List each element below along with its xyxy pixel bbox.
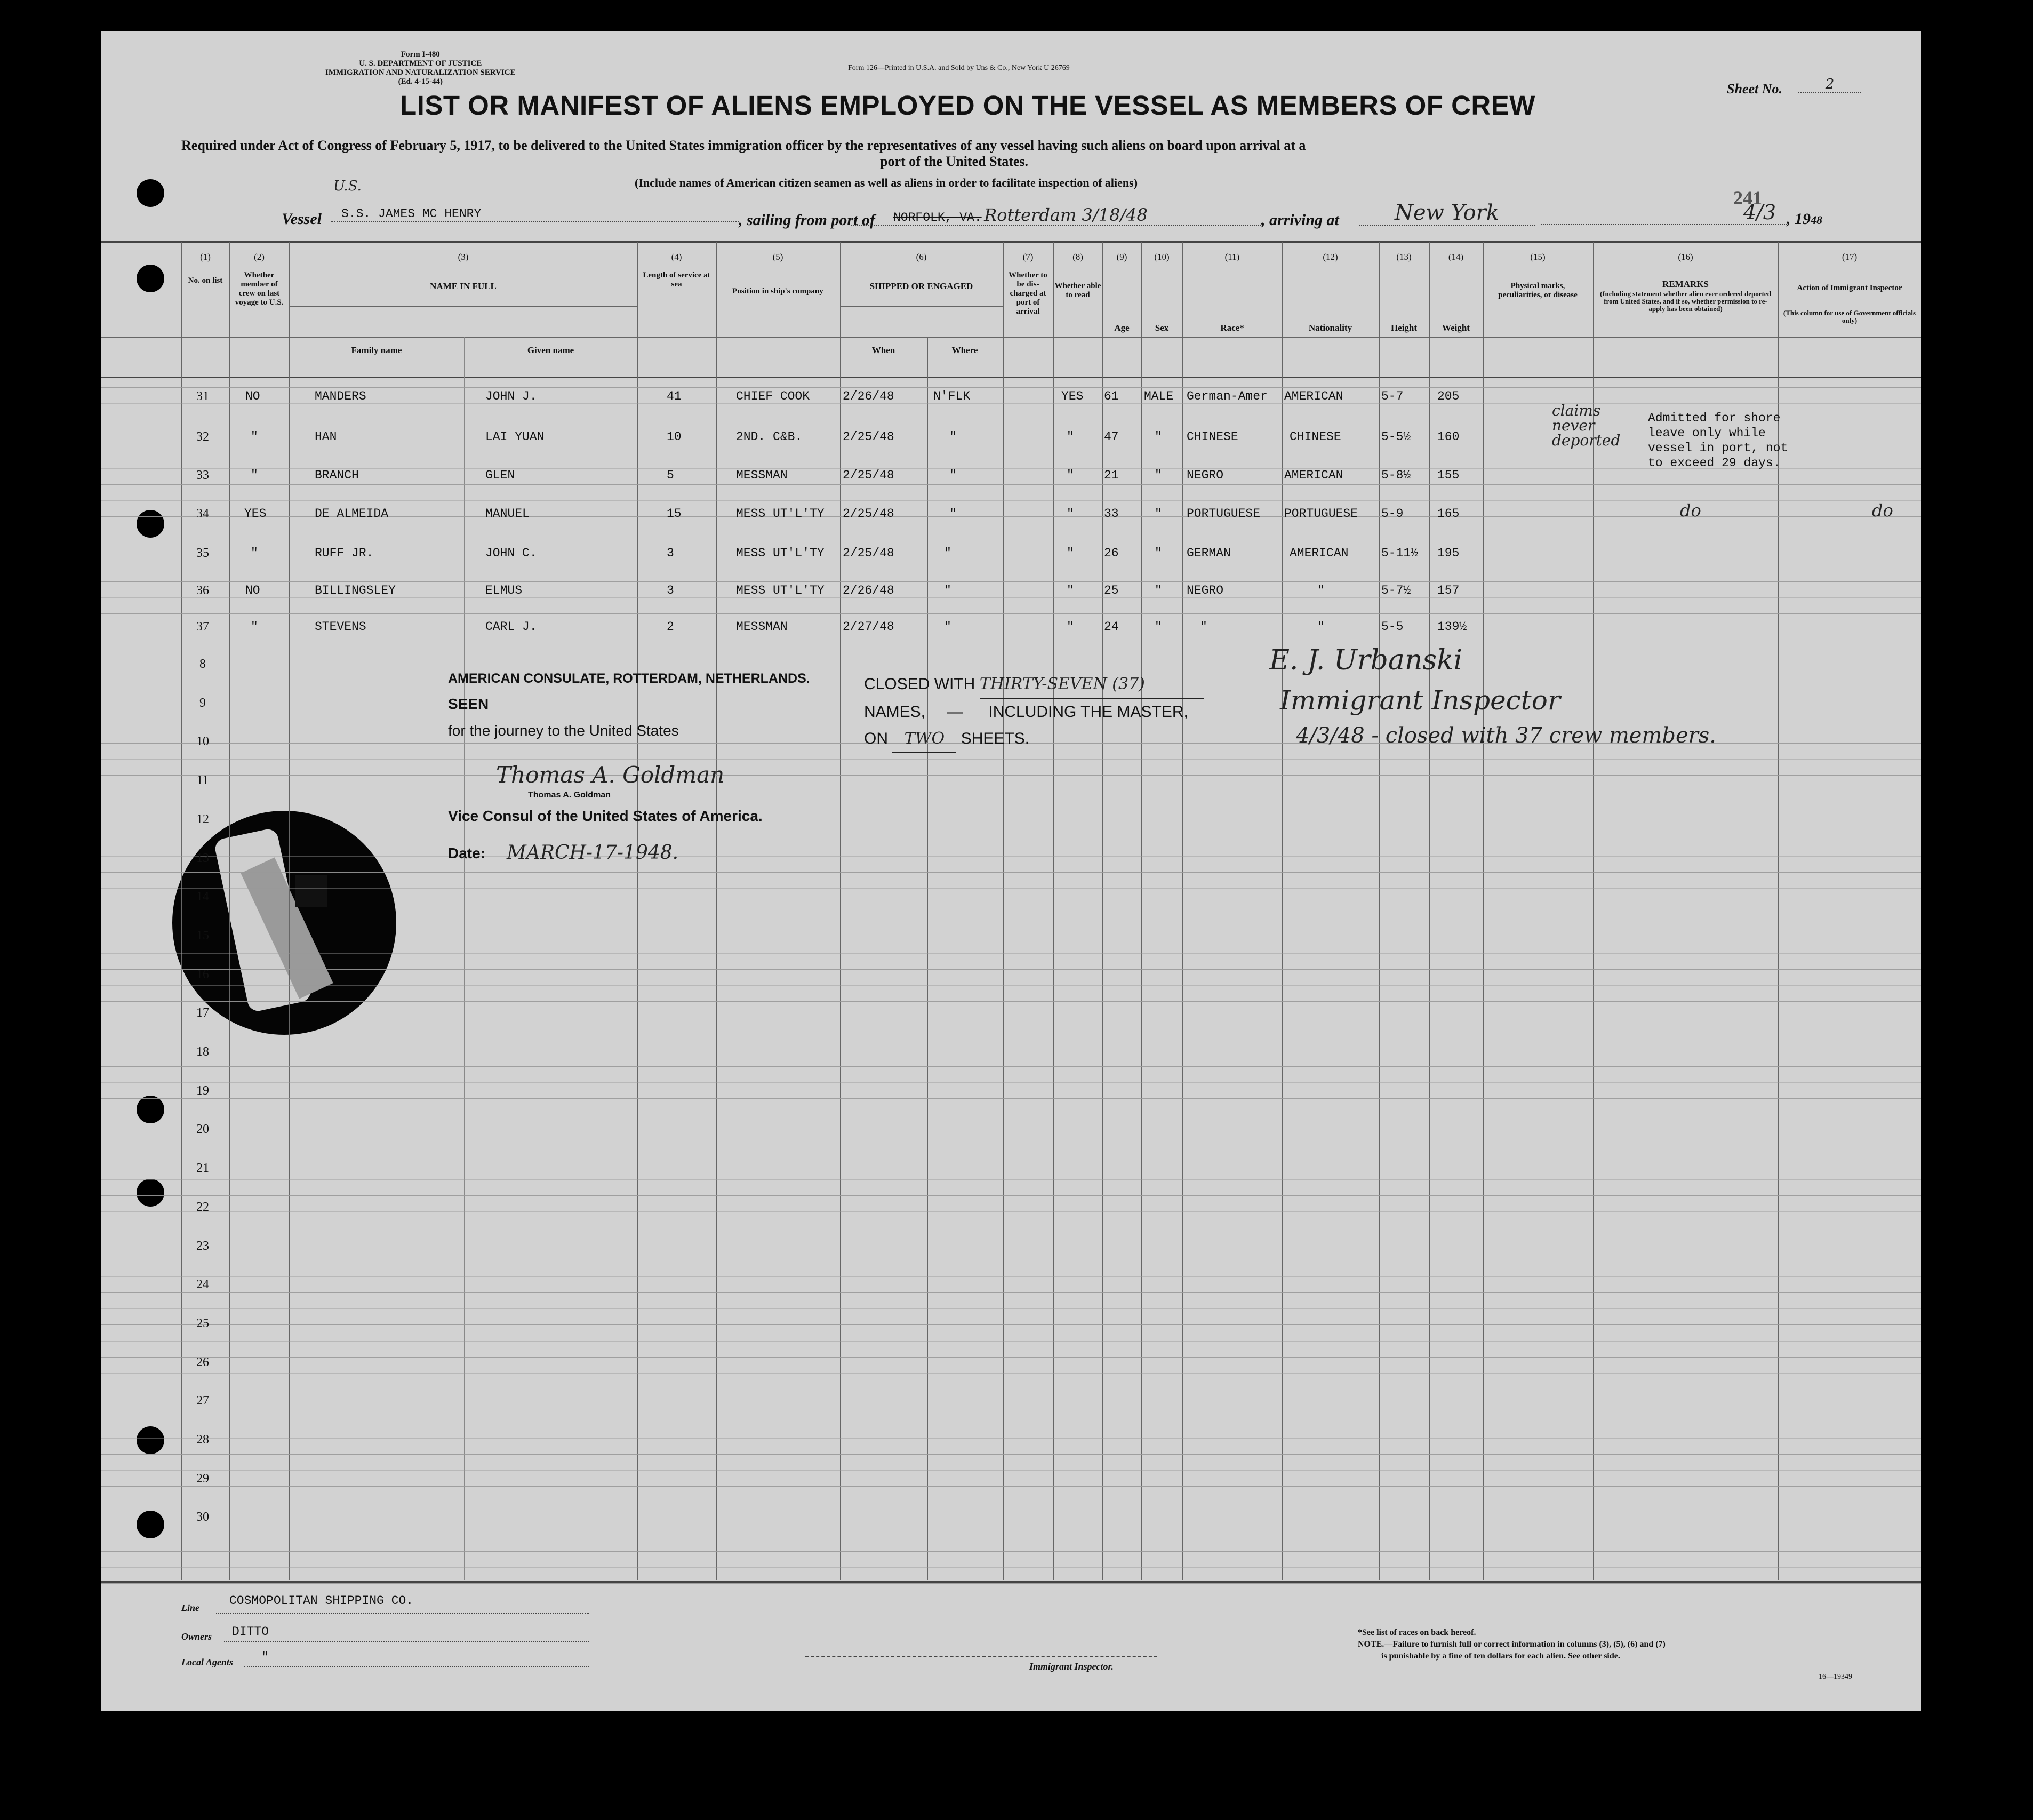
col-num-9: (9) xyxy=(1116,252,1127,262)
inspector-title: Immigrant Inspector xyxy=(1280,685,1560,716)
weight-cell: 160 xyxy=(1437,430,1460,444)
row-rule xyxy=(101,1308,1921,1309)
agents-label: Local Agents xyxy=(181,1657,233,1667)
col-num-1: (1) xyxy=(200,252,211,262)
sailing-port-handwritten: Rotterdam 3/18/48 xyxy=(984,205,1148,225)
col-num-7: (7) xyxy=(1022,252,1034,262)
col-num-2: (2) xyxy=(254,252,265,262)
service-cell: 5 xyxy=(667,468,674,482)
weight-cell: 157 xyxy=(1437,584,1460,597)
line-label: Line xyxy=(181,1602,199,1613)
last-voyage-cell: " xyxy=(251,468,258,482)
col-num-6: (6) xyxy=(916,252,927,262)
sex-cell: " xyxy=(1155,546,1162,560)
when-cell: 2/27/48 xyxy=(843,620,894,634)
closed-line-2 xyxy=(864,699,1204,725)
row-number: 27 xyxy=(196,1394,209,1408)
required-line-1: Required under Act of Congress of February 5, 1917, to be delivered to the United States immigration officer by the representatives of any vessel having such aliens on board upon arrival at a xyxy=(181,138,1306,153)
last-voyage-cell: NO xyxy=(245,389,260,403)
row-rule xyxy=(101,500,1921,501)
consulate-seen: SEEN xyxy=(448,696,489,712)
row-number: 36 xyxy=(196,584,209,597)
age-cell: 25 xyxy=(1104,584,1119,597)
row-rule xyxy=(101,1583,1921,1584)
col-num-10: (10) xyxy=(1154,252,1170,262)
row-number: 14 xyxy=(196,890,209,904)
age-cell: 61 xyxy=(1104,389,1119,403)
crew-row xyxy=(101,468,1921,490)
family-name-cell: HAN xyxy=(315,430,337,444)
row-rule xyxy=(101,1195,1921,1196)
service-cell: 3 xyxy=(667,546,674,560)
race-cell: PORTUGUESE xyxy=(1187,507,1261,521)
race-cell: NEGRO xyxy=(1187,468,1224,482)
col-num-8: (8) xyxy=(1072,252,1083,262)
owners-label: Owners xyxy=(181,1631,212,1642)
read-cell: " xyxy=(1067,584,1074,597)
row-rule xyxy=(101,872,1921,873)
position-cell: 2ND. C&B. xyxy=(736,430,803,444)
row-number: 12 xyxy=(196,812,209,826)
when-cell: 2/25/48 xyxy=(843,468,894,482)
row-rule xyxy=(101,969,1921,970)
row-rule xyxy=(101,387,1921,388)
row-number: 15 xyxy=(196,928,209,943)
given-name-cell: ELMUS xyxy=(485,584,523,597)
row-rule xyxy=(101,1082,1921,1083)
header-given-name: Given name xyxy=(527,345,574,355)
row-number: 23 xyxy=(196,1239,209,1253)
race-cell: GERMAN xyxy=(1187,546,1231,560)
arriving-port: New York xyxy=(1395,201,1499,225)
sheet-label: Sheet No. xyxy=(1727,81,1782,97)
remarks-handwritten: claims never deported xyxy=(1552,402,1621,449)
header-age: Age xyxy=(1114,323,1130,333)
where-cell: N'FLK xyxy=(933,389,971,403)
row-number: 22 xyxy=(196,1200,209,1214)
remarks-ditto: do xyxy=(1680,500,1701,521)
row-number: 34 xyxy=(196,507,209,521)
when-cell: 2/26/48 xyxy=(843,389,894,403)
stamp-number: 241 xyxy=(1733,187,1762,209)
nationality-cell: " xyxy=(1317,584,1325,597)
family-name-cell: STEVENS xyxy=(315,620,366,634)
on-count: TWO xyxy=(892,725,956,753)
height-cell: 5-11½ xyxy=(1381,546,1419,560)
where-cell: " xyxy=(944,584,951,597)
row-rule xyxy=(101,888,1921,889)
header-family-name: Family name xyxy=(351,345,402,355)
closed-count: THIRTY-SEVEN (37) xyxy=(979,675,1145,693)
col-num-15: (15) xyxy=(1530,252,1546,262)
footer-note-1: NOTE.—Failure to furnish full or correct information in columns (3), (5), (6) and (7) xyxy=(1358,1640,1666,1649)
header-length-service: Length of service at sea xyxy=(643,271,710,289)
position-cell: MESSMAN xyxy=(736,620,788,634)
nationality-cell: " xyxy=(1317,620,1325,634)
height-cell: 5-5½ xyxy=(1381,430,1411,444)
family-name-cell: RUFF JR. xyxy=(315,546,374,560)
read-cell: " xyxy=(1067,468,1074,482)
row-number: 33 xyxy=(196,468,209,482)
race-cell: CHINESE xyxy=(1187,430,1238,444)
given-name-cell: JOHN J. xyxy=(485,389,537,403)
row-rule xyxy=(101,985,1921,986)
consul-signature: Thomas A. Goldman xyxy=(496,762,725,788)
row-number: 8 xyxy=(199,657,206,671)
last-voyage-cell: YES xyxy=(244,507,267,521)
consulate-journey: for the journey to the United States xyxy=(448,722,679,739)
crew-row xyxy=(101,546,1921,568)
row-number: 35 xyxy=(196,546,209,560)
nationality-cell: AMERICAN xyxy=(1290,546,1349,560)
crew-row xyxy=(101,389,1921,411)
height-cell: 5-7 xyxy=(1381,389,1404,403)
col-num-5: (5) xyxy=(772,252,783,262)
row-rule xyxy=(101,1567,1921,1568)
row-number: 37 xyxy=(196,620,209,634)
agents-field xyxy=(244,1666,589,1667)
height-cell: 5-7½ xyxy=(1381,584,1411,597)
last-voyage-cell: NO xyxy=(245,584,260,597)
action-ditto: do xyxy=(1872,500,1893,521)
position-cell: CHIEF COOK xyxy=(736,389,810,403)
nationality-cell: CHINESE xyxy=(1290,430,1341,444)
row-rule xyxy=(101,1470,1921,1471)
header-action: Action of Immigrant Inspector xyxy=(1797,284,1902,292)
header-action-note: (This column for use of Government officials only) xyxy=(1783,309,1916,324)
read-cell: " xyxy=(1067,430,1074,444)
row-rule xyxy=(101,1357,1921,1358)
header-position: Position in ship's company xyxy=(732,287,823,296)
row-rule xyxy=(101,953,1921,954)
form-number: Form I-480 xyxy=(401,50,440,59)
read-cell: " xyxy=(1067,507,1074,521)
header-physical: Physical marks, peculiarities, or disease xyxy=(1498,282,1578,299)
row-rule xyxy=(101,1486,1921,1487)
age-cell: 26 xyxy=(1104,546,1119,560)
row-rule xyxy=(101,1001,1921,1002)
where-cell: " xyxy=(949,507,957,521)
closed-line-1 xyxy=(864,671,1204,699)
when-cell: 2/25/48 xyxy=(843,507,894,521)
family-name-cell: BILLINGSLEY xyxy=(315,584,396,597)
height-cell: 5-8½ xyxy=(1381,468,1411,482)
manifest-sheet xyxy=(101,31,1921,1711)
inspector-signature: E. J. Urbanski xyxy=(1269,644,1463,676)
owners-field xyxy=(224,1641,589,1642)
given-name-cell: JOHN C. xyxy=(485,546,537,560)
row-rule xyxy=(101,759,1921,760)
position-cell: MESS UT'L'TY xyxy=(736,507,825,521)
row-number: 19 xyxy=(196,1083,209,1098)
given-name-cell: GLEN xyxy=(485,468,515,482)
header-where: Where xyxy=(951,345,978,355)
header-last-voyage: Whether member of crew on last voyage to U.S. xyxy=(235,271,284,307)
position-cell: MESS UT'L'TY xyxy=(736,584,825,597)
closed-stamp xyxy=(864,671,1204,753)
service: IMMIGRATION AND NATURALIZATION SERVICE xyxy=(325,68,516,77)
col-num-13: (13) xyxy=(1396,252,1412,262)
row-rule xyxy=(101,581,1921,582)
header-no-on-list: No. on list xyxy=(188,276,223,285)
crew-row xyxy=(101,584,1921,605)
where-cell: " xyxy=(944,620,951,634)
weight-cell: 205 xyxy=(1437,389,1460,403)
row-rule xyxy=(101,1098,1921,1099)
row-rule xyxy=(101,1454,1921,1455)
last-voyage-cell: " xyxy=(251,620,258,634)
inspector-sign-line xyxy=(805,1656,1157,1657)
vessel-prefix: U.S. xyxy=(333,178,362,194)
row-number: 32 xyxy=(196,430,209,444)
position-cell: MESSMAN xyxy=(736,468,788,482)
row-number: 28 xyxy=(196,1433,209,1447)
row-rule xyxy=(101,1324,1921,1325)
col-num-4: (4) xyxy=(671,252,682,262)
row-rule xyxy=(101,1438,1921,1439)
header-sex: Sex xyxy=(1155,323,1169,333)
service-cell: 15 xyxy=(667,507,682,521)
year-value: 48 xyxy=(1811,213,1822,227)
read-cell: YES xyxy=(1061,389,1084,403)
header-height: Height xyxy=(1390,323,1418,333)
age-cell: 33 xyxy=(1104,507,1119,521)
arriving-label: , arriving at xyxy=(1261,211,1339,229)
consul-title: Vice Consul of the United States of America. xyxy=(448,808,763,824)
read-cell: " xyxy=(1067,620,1074,634)
where-cell: " xyxy=(949,468,957,482)
row-number: 26 xyxy=(196,1355,209,1369)
row-rule xyxy=(101,1211,1921,1212)
sailing-port-typed: NORFOLK, VA. xyxy=(893,211,982,225)
service-cell: 10 xyxy=(667,430,682,444)
row-rule xyxy=(101,613,1921,614)
when-cell: 2/25/48 xyxy=(843,546,894,560)
owners-value: DITTO xyxy=(232,1625,269,1639)
year-prefix: , 19 xyxy=(1787,210,1811,228)
weight-cell: 155 xyxy=(1437,468,1460,482)
read-cell: " xyxy=(1067,546,1074,560)
header-weight: Weight xyxy=(1442,323,1470,333)
line-value: COSMOPOLITAN SHIPPING CO. xyxy=(229,1594,414,1608)
height-cell: 5-5 xyxy=(1381,620,1404,634)
sheets-label: SHEETS. xyxy=(961,730,1030,747)
col-num-12: (12) xyxy=(1323,252,1338,262)
row-rule xyxy=(101,1551,1921,1552)
races-note: *See list of races on back hereof. xyxy=(1358,1628,1476,1637)
nationality-cell: PORTUGUESE xyxy=(1284,507,1358,521)
header-remarks-note: (Including statement whether alien ever ordered deported from United States, and if so, whether permission to re-apply has been obtained) xyxy=(1600,290,1771,313)
row-rule xyxy=(101,1179,1921,1180)
last-voyage-cell: " xyxy=(251,430,258,444)
race-cell: NEGRO xyxy=(1187,584,1224,597)
weight-cell: 195 xyxy=(1437,546,1460,560)
sex-cell: " xyxy=(1155,620,1162,634)
consul-date-label: Date: xyxy=(448,845,486,861)
last-voyage-cell: " xyxy=(251,546,258,560)
col-num-3: (3) xyxy=(458,252,469,262)
race-cell: German-Amer xyxy=(1187,389,1268,403)
position-cell: MESS UT'L'TY xyxy=(736,546,825,560)
col-num-17: (17) xyxy=(1842,252,1858,262)
include-note: (Include names of American citizen seamen as well as aliens in order to facilitate inspection of aliens) xyxy=(635,176,1138,189)
department: U. S. DEPARTMENT OF JUSTICE xyxy=(359,59,482,68)
row-number: 24 xyxy=(196,1278,209,1292)
family-name-cell: MANDERS xyxy=(315,389,366,403)
row-rule xyxy=(101,1276,1921,1277)
names-blank: — xyxy=(947,703,963,721)
row-rule xyxy=(101,1341,1921,1342)
including-label: INCLUDING THE MASTER, xyxy=(988,703,1188,721)
closed-line-3 xyxy=(864,725,1204,753)
row-number: 13 xyxy=(196,851,209,865)
race-cell: " xyxy=(1200,620,1207,634)
header-discharged: Whether to be dis-charged at port of arrival xyxy=(1009,271,1047,316)
header-nationality: Nationality xyxy=(1308,323,1352,333)
consul-printed-name: Thomas A. Goldman xyxy=(528,791,611,800)
row-rule xyxy=(101,1292,1921,1293)
header-able-read: Whether able to read xyxy=(1054,282,1101,299)
inspector-note: 4/3/48 - closed with 37 crew members. xyxy=(1296,723,1717,748)
height-cell: 5-9 xyxy=(1381,507,1404,521)
row-number: 31 xyxy=(196,389,209,403)
when-cell: 2/26/48 xyxy=(843,584,894,597)
service-cell: 2 xyxy=(667,620,674,634)
names-label: NAMES, xyxy=(864,703,926,721)
row-number: 11 xyxy=(196,773,209,788)
header-remarks: REMARKS xyxy=(1662,279,1709,289)
age-cell: 24 xyxy=(1104,620,1119,634)
service-cell: 3 xyxy=(667,584,674,597)
where-cell: " xyxy=(949,430,957,444)
vessel-label: Vessel xyxy=(282,210,322,228)
row-rule xyxy=(101,775,1921,776)
sailing-label: , sailing from port of xyxy=(739,211,875,229)
crew-row xyxy=(101,620,1921,641)
vessel-name: S.S. JAMES MC HENRY xyxy=(341,207,482,221)
weight-cell: 165 xyxy=(1437,507,1460,521)
given-name-cell: LAI YUAN xyxy=(485,430,545,444)
consul-date: MARCH-17-1948. xyxy=(507,842,679,864)
row-rule xyxy=(101,1066,1921,1067)
row-rule xyxy=(101,1373,1921,1374)
row-number: 16 xyxy=(196,967,209,981)
row-rule xyxy=(101,856,1921,857)
footer-note-2: is punishable by a fine of ten dollars for each alien. See other side. xyxy=(1381,1651,1620,1661)
col-num-16: (16) xyxy=(1678,252,1693,262)
sex-cell: MALE xyxy=(1144,389,1174,403)
row-number: 17 xyxy=(196,1006,209,1020)
line-field xyxy=(216,1613,589,1614)
arrival-date: 4/3 xyxy=(1743,201,1776,224)
header-shipped-engaged: SHIPPED OR ENGAGED xyxy=(869,281,973,291)
required-line-2: port of the United States. xyxy=(880,154,1029,169)
header-name-in-full: NAME IN FULL xyxy=(430,281,497,291)
on-label: ON xyxy=(864,730,888,747)
row-number: 30 xyxy=(196,1510,209,1524)
row-number: 10 xyxy=(196,735,209,749)
row-number: 29 xyxy=(196,1471,209,1486)
nationality-cell: AMERICAN xyxy=(1284,468,1343,482)
col-num-14: (14) xyxy=(1448,252,1464,262)
form-edition: (Ed. 4-15-44) xyxy=(398,77,443,86)
header-race: Race* xyxy=(1220,323,1244,333)
weight-cell: 139½ xyxy=(1437,620,1467,634)
given-name-cell: CARL J. xyxy=(485,620,537,634)
page-title: LIST OR MANIFEST OF ALIENS EMPLOYED ON THE VESSEL AS MEMBERS OF CREW xyxy=(400,90,1535,121)
where-cell: " xyxy=(944,546,951,560)
sheet-number-value: 2 xyxy=(1825,76,1835,92)
consulate-line: AMERICAN CONSULATE, ROTTERDAM, NETHERLANDS. xyxy=(448,671,810,686)
nationality-cell: AMERICAN xyxy=(1284,389,1343,403)
agents-value: " xyxy=(261,1650,269,1664)
given-name-cell: MANUEL xyxy=(485,507,530,521)
crew-row xyxy=(101,507,1921,528)
row-number: 20 xyxy=(196,1122,209,1137)
col-num-11: (11) xyxy=(1224,252,1240,262)
row-number: 21 xyxy=(196,1161,209,1176)
row-number: 25 xyxy=(196,1316,209,1330)
service-cell: 41 xyxy=(667,389,682,403)
when-cell: 2/25/48 xyxy=(843,430,894,444)
header-when: When xyxy=(871,345,895,355)
family-name-cell: BRANCH xyxy=(315,468,359,482)
inspector-sign-label: Immigrant Inspector. xyxy=(1029,1661,1114,1672)
sex-cell: " xyxy=(1155,468,1162,482)
sex-cell: " xyxy=(1155,507,1162,521)
remarks-typed: Admitted for shore leave only while vessel in port, not to exceed 29 days. xyxy=(1648,411,1788,470)
sex-cell: " xyxy=(1155,584,1162,597)
closed-with-label: CLOSED WITH xyxy=(864,675,975,693)
row-number: 18 xyxy=(196,1045,209,1059)
form-code: 16—19349 xyxy=(1819,1673,1852,1681)
row-number: 9 xyxy=(199,696,206,710)
age-cell: 47 xyxy=(1104,430,1119,444)
age-cell: 21 xyxy=(1104,468,1119,482)
sex-cell: " xyxy=(1155,430,1162,444)
printer-line: Form 126—Printed in U.S.A. and Sold by Uns & Co., New York U 26769 xyxy=(848,64,1070,72)
family-name-cell: DE ALMEIDA xyxy=(315,507,389,521)
